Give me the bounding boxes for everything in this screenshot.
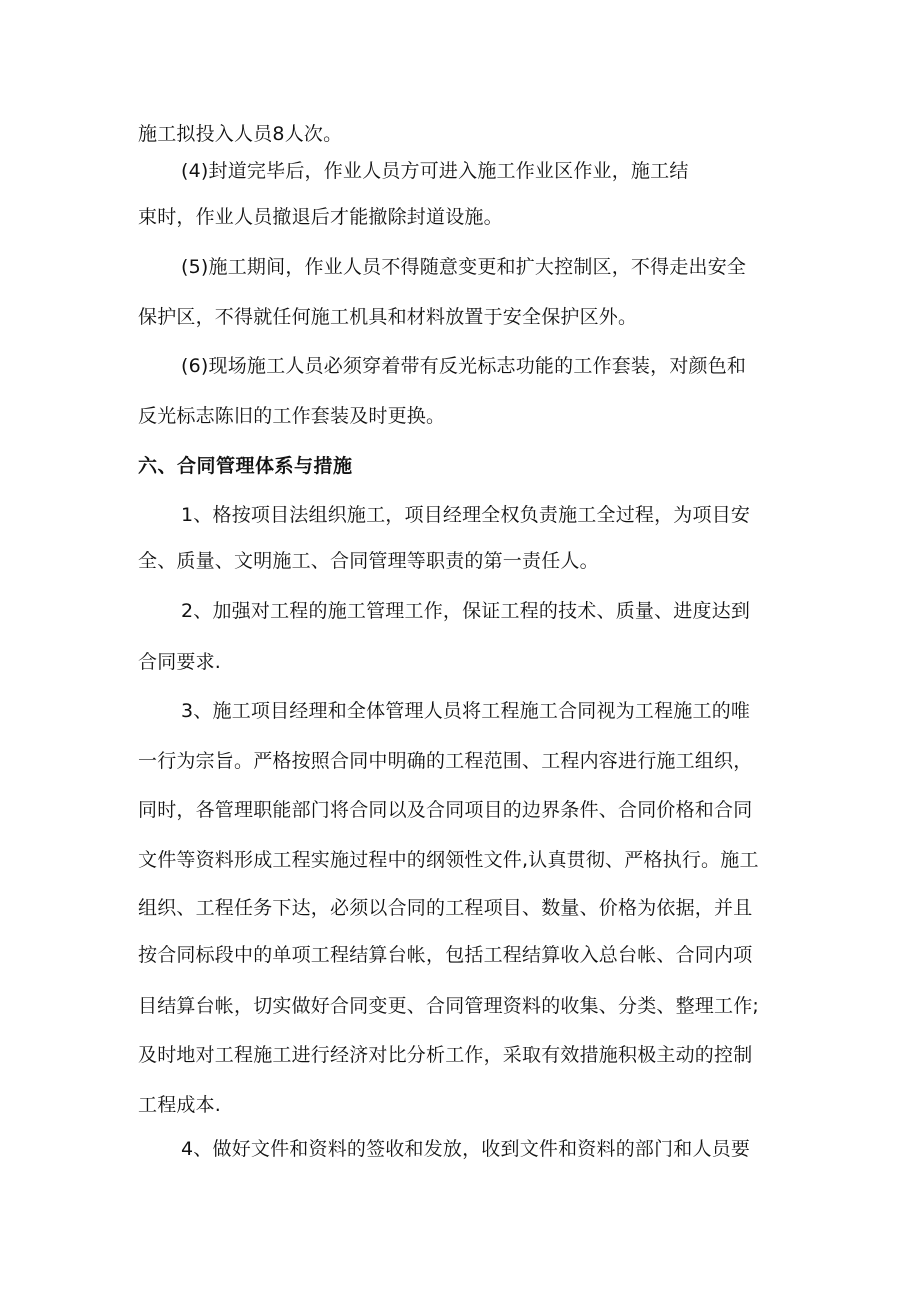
text-line: (5)施工期间，作业人员不得随意变更和扩大控制区，不得走出安全 — [181, 256, 747, 278]
text-line: 组织、工程任务下达，必须以合同的工程项目、数量、价格为依据，并且 — [138, 897, 753, 919]
text-line: 1、格按项目法组织施工，项目经理全权负责施工全过程，为项目安 — [181, 504, 751, 526]
text-line: 施工拟投入人员8人次。 — [138, 123, 343, 145]
text-line: (6)现场施工人员必须穿着带有反光标志功能的工作套装，对颜色和 — [181, 355, 747, 377]
text-line: 保护区，不得就任何施工机具和材料放置于安全保护区外。 — [138, 306, 638, 328]
text-line: 全、质量、文明施工、合同管理等职责的第一责任人。 — [138, 550, 599, 572]
text-line: 束时，作业人员撤退后才能撤除封道设施。 — [138, 206, 503, 228]
text-line: 一行为宗旨。严格按照合同中明确的工程范围、工程内容进行施工组织， — [138, 750, 753, 772]
text-line: 反光标志陈旧的工作套装及时更换。 — [138, 405, 446, 427]
section-heading: 六、合同管理体系与措施 — [138, 455, 353, 477]
text-line: 4、做好文件和资料的签收和发放，收到文件和资料的部门和人员要 — [181, 1138, 751, 1160]
text-line: 文件等资料形成工程实施过程中的纲领性文件,认真贯彻、严格执行。施工 — [138, 849, 759, 871]
text-line: 3、施工项目经理和全体管理人员将工程施工合同视为工程施工的唯 — [181, 700, 751, 722]
text-line: 同时，各管理职能部门将合同以及合同项目的边界条件、合同价格和合同 — [138, 799, 753, 821]
text-line: 目结算台帐，切实做好合同变更、合同管理资料的收集、分类、整理工作; — [138, 995, 760, 1017]
text-line: 2、加强对工程的施工管理工作，保证工程的技术、质量、进度达到 — [181, 600, 751, 622]
text-line: (4)封道完毕后，作业人员方可进入施工作业区作业，施工结 — [181, 160, 689, 182]
text-line: 合同要求. — [138, 651, 222, 673]
text-line: 工程成本. — [138, 1094, 222, 1116]
text-line: 按合同标段中的单项工程结算台帐，包括工程结算收入总台帐、合同内项 — [138, 944, 753, 966]
text-line: 及时地对工程施工进行经济对比分析工作，采取有效措施积极主动的控制 — [138, 1044, 753, 1066]
